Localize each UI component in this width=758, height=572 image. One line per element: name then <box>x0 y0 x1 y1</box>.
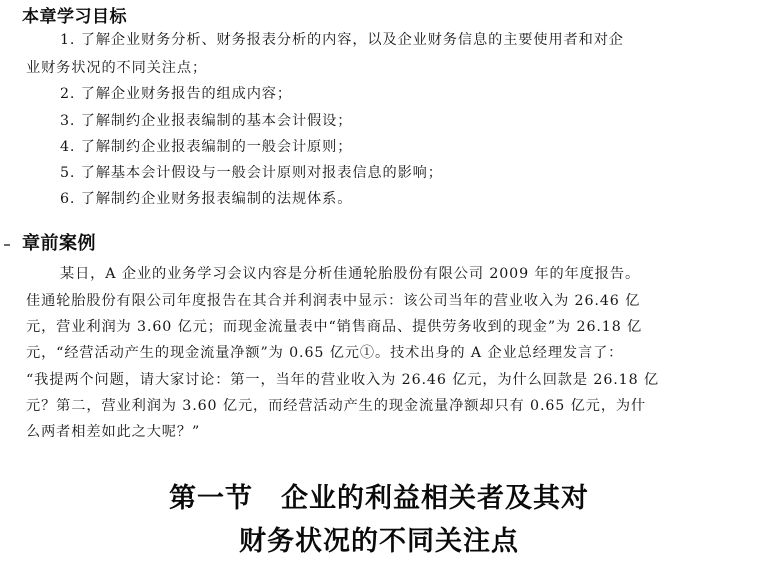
objective-item-1-continued: 业财务状况的不同关注点； <box>26 60 208 76</box>
objective-item-4: 4. 了解制约企业报表编制的一般会计原则； <box>60 139 353 155</box>
section-title-line-2: 财务状况的不同关注点 <box>239 526 519 557</box>
case-paragraph-line: 某日，A 企业的业务学习会议内容是分析佳通轮胎股份有限公司 2009 年的年度报告。 <box>60 266 641 282</box>
case-paragraph-line: 么两者相差如此之大呢？” <box>26 424 201 440</box>
objectives-heading: 本章学习目标 <box>22 7 127 27</box>
objective-item-2: 2. 了解企业财务报告的组成内容； <box>60 86 292 102</box>
case-paragraph-line: 元，“经营活动产生的现金流量净额”为 0.65 亿元①。技术出身的 A 企业总经理发言了： <box>26 345 624 361</box>
case-paragraph-line: 元？第二，营业利润为 3.60 亿元，而经营活动产生的现金流量净额却只有 0.65 亿元，为什 <box>26 398 647 414</box>
section-title-line-1: 第一节 企业的利益相关者及其对 <box>169 483 589 514</box>
objective-item-6: 6. 了解制约企业财务报表编制的法规体系。 <box>60 191 353 207</box>
objective-item-1: 1. 了解企业财务分析、财务报表分析的内容，以及企业财务信息的主要使用者和对企 <box>60 32 624 48</box>
case-paragraph-line: “我提两个问题，请大家讨论：第一，当年的营业收入为 26.46 亿元，为什么回款是 26.18 亿 <box>26 372 660 388</box>
case-paragraph-line: 佳通轮胎股份有限公司年度报告在其合并利润表中显示：该公司当年的营业收入为 26.46 亿 <box>26 293 641 309</box>
objective-item-5: 5. 了解基本会计假设与一般会计原则对报表信息的影响； <box>60 165 443 181</box>
case-paragraph-line: 元，营业利润为 3.60 亿元；而现金流量表中“销售商品、提供劳务收到的现金”为 26.18 亿 <box>26 319 643 335</box>
objective-item-3: 3. 了解制约企业报表编制的基本会计假设； <box>60 113 353 129</box>
case-heading: 章前案例 <box>22 233 96 254</box>
margin-mark <box>4 244 10 246</box>
